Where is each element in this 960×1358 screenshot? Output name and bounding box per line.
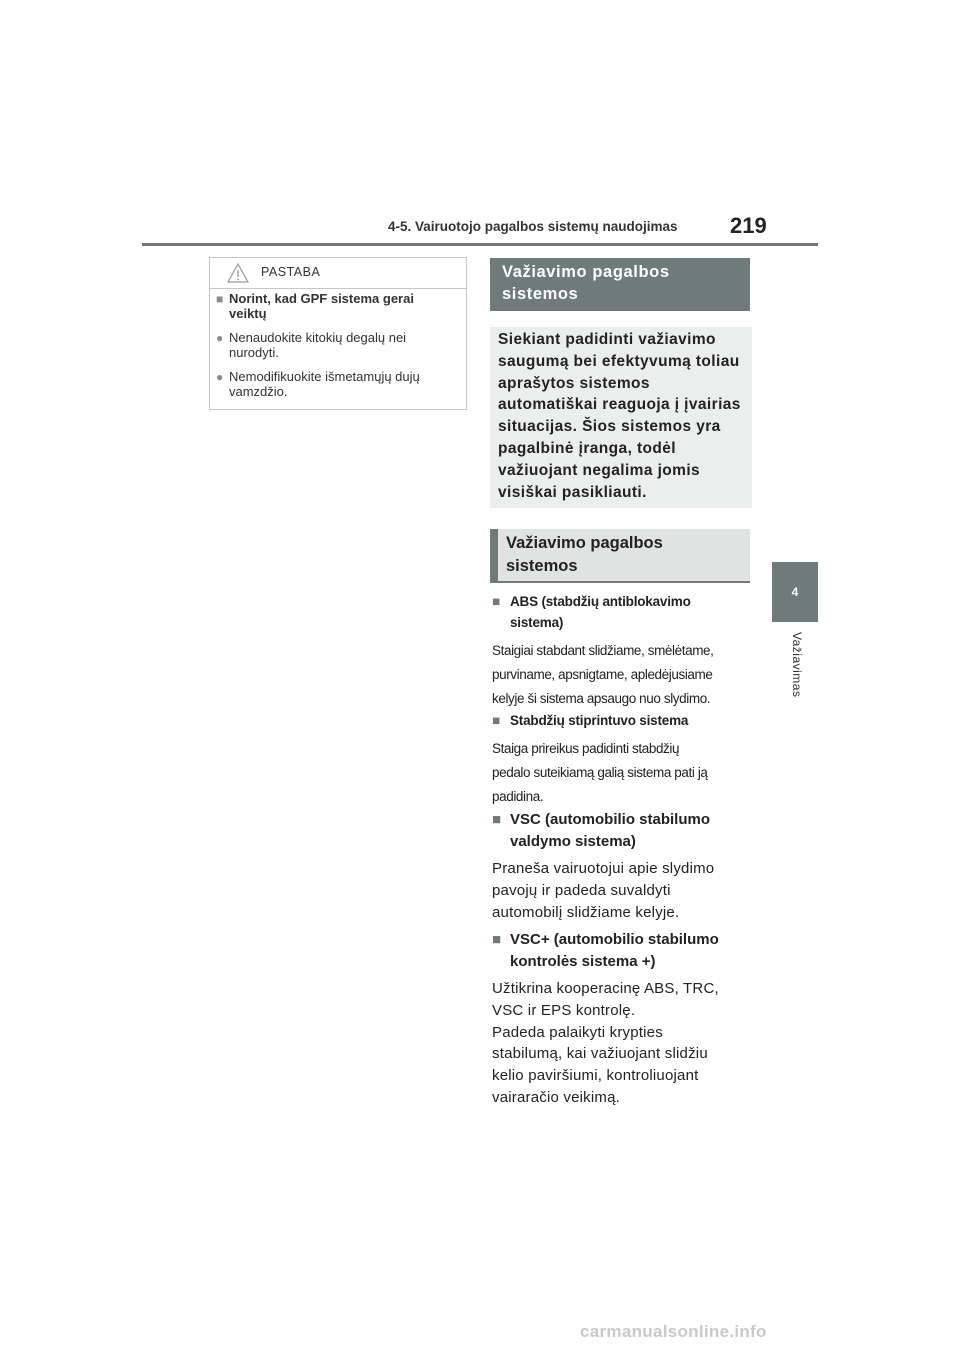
square-bullet-icon: ■	[492, 594, 500, 609]
intro-line: pagalbinė įranga, todėl	[498, 439, 677, 457]
intro-line: Siekiant padidinti važiavimo	[498, 331, 716, 348]
intro-box	[490, 327, 752, 508]
item-body-line: Staigiai stabdant slidžiame, smėlėtame,	[492, 643, 714, 658]
header-rule	[142, 243, 818, 246]
item-body	[492, 978, 754, 1109]
round-bullet-icon: ●	[216, 331, 224, 345]
intro-line: važiuojant negalima jomis	[498, 461, 701, 479]
square-bullet-icon: ■	[492, 713, 500, 728]
section-title	[490, 258, 750, 311]
item-brake-assist	[492, 710, 754, 809]
notice-box	[209, 257, 467, 410]
item-body-line: kelio paviršiumi, kontroliuojant	[492, 1067, 699, 1085]
item-body-line: Padeda palaikyti krypties	[492, 1023, 663, 1041]
intro-line: aprašytos sistemos	[498, 374, 650, 392]
item-title-line: valdymo sistema)	[510, 832, 636, 850]
item-title-line: VSC (automobilio stabilumo	[510, 811, 711, 828]
notice-heading-line: veiktų	[229, 305, 267, 321]
item-title	[492, 929, 754, 972]
item-body-line: pavojų ir padeda suvaldyti	[492, 881, 671, 899]
item-vsc	[492, 809, 754, 923]
item-body-line: kelyje ši sistema apsaugo nuo slydimo.	[492, 691, 711, 706]
item-body-line: automobilį slidžiame kelyje.	[492, 903, 680, 921]
square-bullet-icon: ■	[492, 811, 502, 828]
page-number: 219	[730, 213, 767, 238]
item-body-line: stabilumą, kai važiuojant slidžiu	[492, 1045, 708, 1063]
item-body	[492, 737, 754, 809]
item-title	[492, 809, 754, 852]
item-body-line: Staiga prireikus padidinti stabdžių	[492, 741, 680, 756]
notice-heading-line: Norint, kad GPF sistema gerai	[229, 291, 414, 306]
item-title-line: ABS (stabdžių antiblokavimo	[510, 594, 691, 609]
round-bullet-icon: ●	[216, 370, 224, 384]
subsection-title	[490, 529, 750, 583]
running-header: 4-5. Vairuotojo pagalbos sistemų naudojimas	[388, 219, 678, 234]
section-title-line: Važiavimo pagalbos	[502, 263, 670, 281]
item-body-line: Praneša vairuotojui apie slydimo	[492, 860, 715, 877]
intro-line: situacijas. Šios sistemos yra	[498, 418, 721, 436]
notice-header	[210, 258, 466, 289]
item-abs	[492, 591, 754, 711]
intro-line: saugumą bei efektyvumą toliau	[498, 352, 740, 370]
section-title-line: sistemos	[502, 285, 579, 303]
notice-title: PASTABA	[261, 265, 321, 279]
watermark: carmanualsonline.info	[580, 1322, 767, 1341]
notice-item-line: nurodyti.	[229, 344, 279, 360]
intro-line: visiškai pasikliauti.	[498, 483, 647, 501]
notice-item-line: Nemodifikuokite išmetamųjų dujų	[229, 369, 420, 384]
item-body-line: purviname, apsnigtame, apledėjusiame	[492, 667, 713, 682]
item-title-line: VSC+ (automobilio stabilumo	[510, 931, 719, 948]
intro-line: automatiškai reaguoja į įvairias	[498, 396, 741, 414]
warning-triangle-icon	[227, 263, 249, 283]
notice-item-line: vamzdžio.	[229, 383, 288, 399]
item-body-line: pedalo suteikiamą galią sistema pati ją	[492, 765, 708, 780]
subsection-title-line: Važiavimo pagalbos	[506, 534, 663, 552]
item-title-line: kontrolės sistema +)	[510, 952, 656, 970]
square-bullet-icon: ■	[216, 292, 224, 306]
notice-item	[216, 331, 458, 360]
subsection-title-line: sistemos	[506, 557, 578, 575]
item-body-line: padidina.	[492, 789, 544, 804]
item-title	[492, 591, 754, 633]
item-body	[492, 639, 754, 711]
notice-heading	[216, 292, 458, 321]
square-bullet-icon: ■	[492, 931, 502, 948]
notice-item	[216, 370, 458, 399]
item-body	[492, 858, 754, 923]
item-body-line: VSC ir EPS kontrolę.	[492, 1001, 636, 1019]
item-vsc-plus	[492, 929, 754, 1109]
chapter-tab[interactable]: 4	[772, 562, 818, 622]
notice-item-line: Nenaudokite kitokių degalų nei	[229, 330, 407, 345]
chapter-label: Važiavimas	[790, 632, 804, 698]
item-title	[492, 710, 754, 731]
item-title-line: Stabdžių stiprintuvo sistema	[510, 713, 689, 728]
item-body-line: vairaračio veikimą.	[492, 1088, 621, 1106]
item-title-line: sistema)	[510, 615, 564, 630]
item-body-line: Užtikrina kooperacinę ABS, TRC,	[492, 980, 719, 997]
